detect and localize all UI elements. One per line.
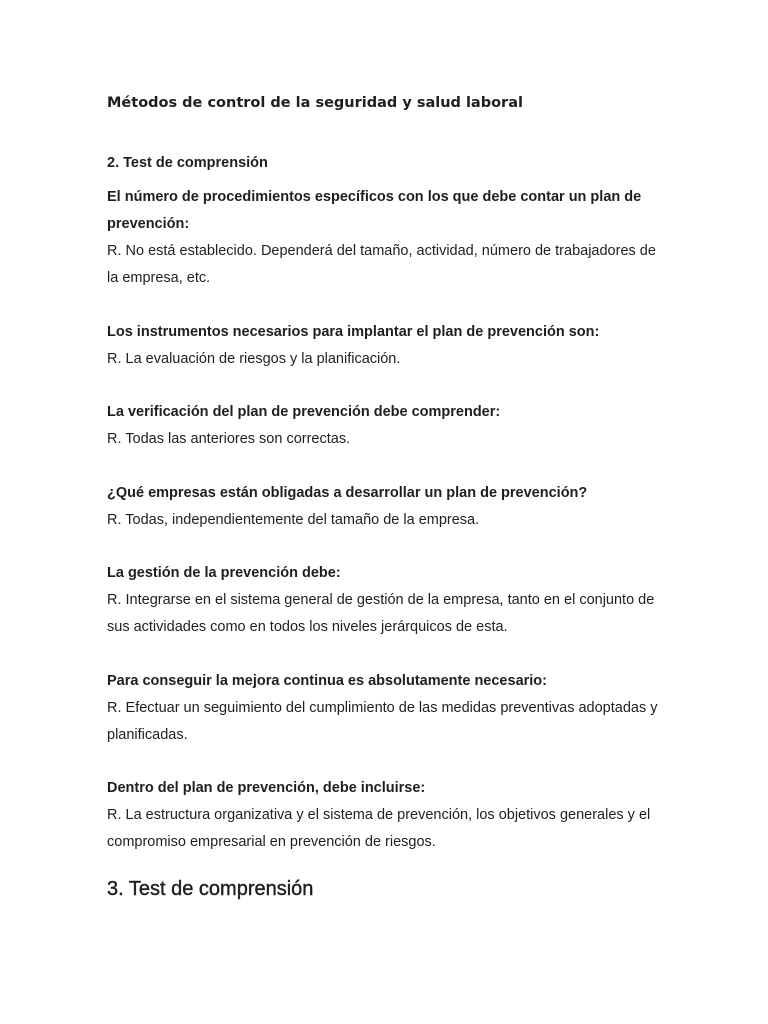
qa-item-7 xyxy=(107,775,667,856)
question-text: La gestión de la prevención debe: xyxy=(107,565,341,581)
answer-text: R. La evaluación de riesgos y la planificación. xyxy=(107,350,401,367)
answer-text: R. No está establecido. Dependerá del tamaño, actividad, número de trabajadores de la empresa, etc. xyxy=(107,243,656,286)
qa-item-6 xyxy=(107,668,667,749)
question-text: Para conseguir la mejora continua es absolutamente necesario: xyxy=(107,672,547,689)
qa-list xyxy=(107,184,667,883)
question-text: Los instrumentos necesarios para implantar el plan de prevención son: xyxy=(107,323,600,340)
qa-item-4 xyxy=(107,480,667,534)
answer-text: R. Todas las anteriores son correctas. xyxy=(107,431,351,447)
qa-item-5 xyxy=(107,560,667,641)
next-section-heading: 3. Test de comprensión xyxy=(107,878,314,900)
answer-text: R. Integrarse en el sistema general de gestión de la empresa, tanto en el conjunto de sus actividades como en todos los niveles jerárquicos de esta. xyxy=(107,592,655,635)
qa-item-1 xyxy=(107,184,667,292)
question-text: El número de procedimientos específicos con los que debe contar un plan de prevención: xyxy=(107,189,642,232)
question-text: ¿Qué empresas están obligadas a desarrollar un plan de prevención? xyxy=(107,484,588,501)
question-text: La verificación del plan de prevención debe comprender: xyxy=(107,404,501,420)
qa-item-3 xyxy=(107,399,667,453)
section-heading: 2. Test de comprensión xyxy=(107,155,268,171)
answer-text: R. Efectuar un seguimiento del cumplimiento de las medidas preventivas adoptadas y planificadas. xyxy=(107,699,658,743)
document-title: Métodos de control de la seguridad y salud laboral xyxy=(107,95,523,111)
answer-text: R. Todas, independientemente del tamaño de la empresa. xyxy=(107,511,480,528)
question-text: Dentro del plan de prevención, debe incluirse: xyxy=(107,780,426,796)
qa-item-2 xyxy=(107,319,667,373)
answer-text: R. La estructura organizativa y el sistema de prevención, los objetivos generales y el compromiso empresarial en prevención de riesgos. xyxy=(107,807,651,850)
